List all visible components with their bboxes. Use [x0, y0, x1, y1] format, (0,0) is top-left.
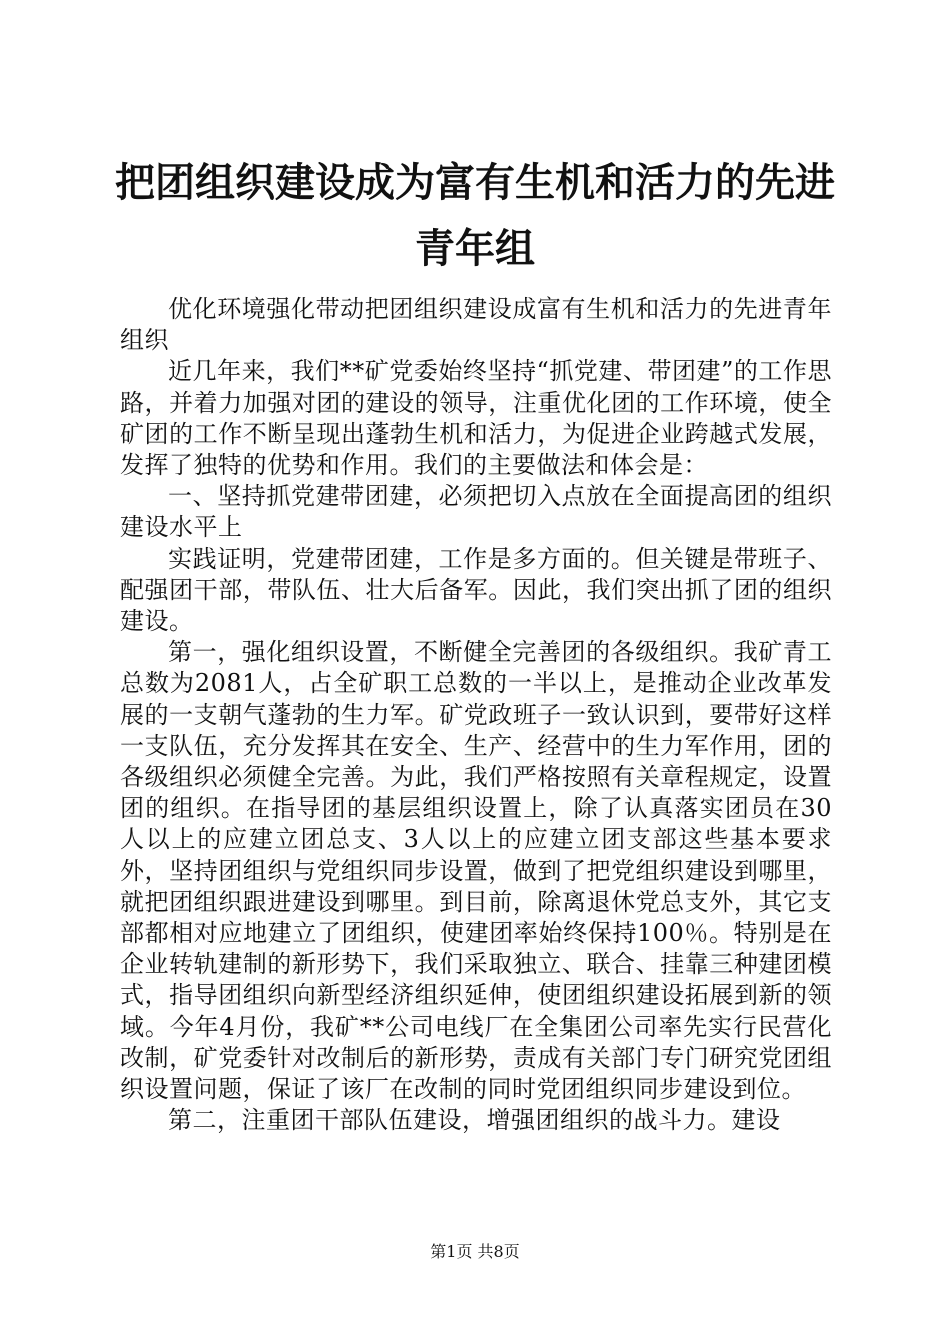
document-title: 把团组织建设成为富有生机和活力的先进青年组 — [115, 160, 835, 272]
page-indicator: 第1页 共8页 — [430, 1242, 520, 1261]
paragraph-intro: 近几年来，我们**矿党委始终坚持“抓党建、带团建”的工作思路，并着力加强对团的建设的领导，注重优化团的工作环境，使全矿团的工作不断呈现出蓬勃生机和活力，为促进企业跨越式发展，发挥了独特的优势和作用。我们的主要做法和体会是： — [120, 357, 832, 480]
page-footer — [0, 1242, 950, 1262]
paragraph-practice: 实践证明，党建带团建，工作是多方面的。但关键是带班子、配强团干部，带队伍、壮大后备军。因此，我们突出抓了团的组织建设。 — [120, 544, 832, 636]
paragraph-subtitle: 优化环境强化带动把团组织建设成富有生机和活力的先进青年组织 — [120, 295, 832, 355]
document-body — [120, 294, 832, 1136]
paragraph-section-heading-1: 一、坚持抓党建带团建，必须把切入点放在全面提高团的组织建设水平上 — [120, 482, 832, 542]
paragraph-second-point: 第二，注重团干部队伍建设，增强团组织的战斗力。建设 — [168, 1106, 781, 1135]
paragraph-first-point: 第一，强化组织设置，不断健全完善团的各级组织。我矿青工总数为2081人，占全矿职工总数的一半以上，是推动企业改革发展的一支朝气蓬勃的生力军。矿党政班子一致认识到，要带好这样一支队伍，充分发挥其在安全、生产、经营中的生力军作用，团的各级组织必须健全完善。为此，我们严格按照有关章程规定，设置团的组织。在指导团的基层组织设置上，除了认真落实团员在30人以上的应建立团总支、3人以上的应建立团支部这些基本要求外，坚持团组织与党组织同步设置，做到了把党组织建设到哪里，就把团组织跟进建设到哪里。到目前，除离退休党总支外，其它支部都相对应地建立了团组织，使建团率始终保持100％。特别是在企业转轨建制的新形势下，我们采取独立、联合、挂靠三种建团模式，指导团组织向新型经济组织延伸，使团组织建设拓展到新的领域。今年4月份，我矿**公司电线厂在全集团公司率先实行民营化改制，矿党委针对改制后的新形势，责成有关部门专门研究党团组织设置问题，保证了该厂在改制的同时党团组织同步建设到位。 — [120, 638, 832, 1104]
